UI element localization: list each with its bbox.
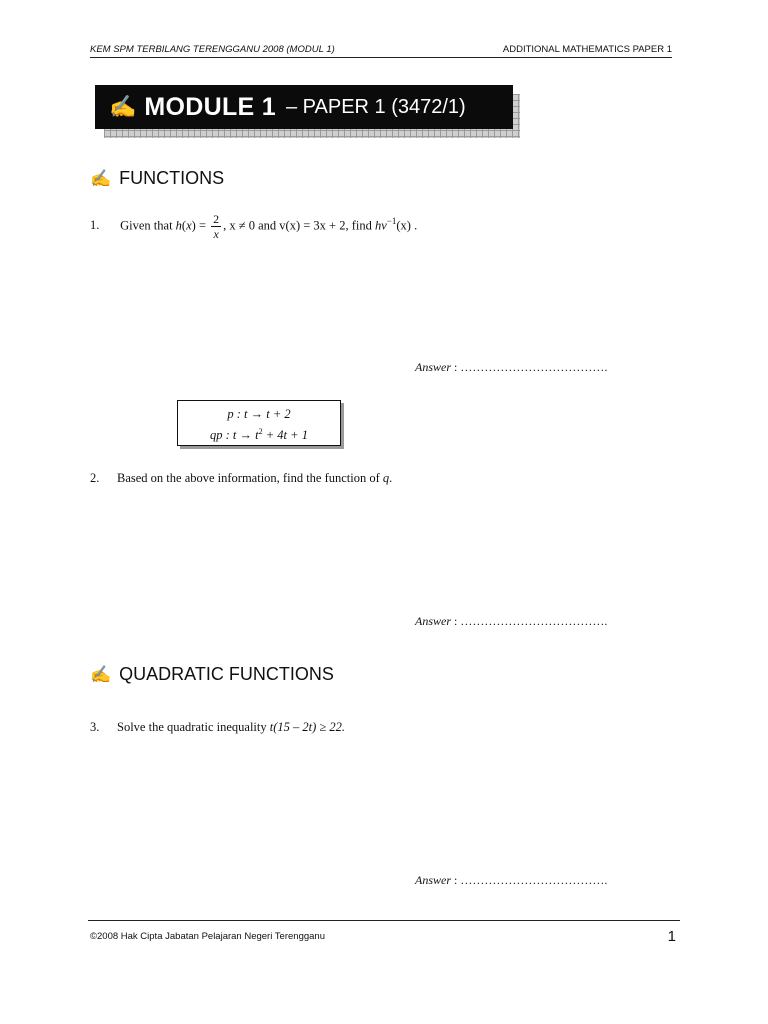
answer-line-3: Answer : ………………………………. [415, 873, 608, 887]
question-2: 2. Based on the above information, find the function of q. [90, 471, 393, 485]
header-right: ADDITIONAL MATHEMATICS PAPER 1 [502, 44, 672, 55]
header-left: KEM SPM TERBILANG TERENGGANU 2008 (MODUL 1) [90, 44, 335, 55]
fraction: $\frac{2}{x}$ [213, 212, 220, 241]
pen-writing-icon: ✍ [90, 664, 112, 684]
answer-line-2: Answer : ………………………………. [415, 614, 608, 628]
section-title: QUADRATIC FUNCTIONS [119, 664, 334, 684]
pen-writing-icon: ✍ [90, 168, 112, 188]
copyright-text: ©2008 Hak Cipta Jabatan Pelajaran Negeri Terengganu [90, 931, 325, 942]
section-quadratic-functions [90, 664, 334, 685]
page-header [90, 44, 672, 58]
info-line-1: p : t → t + 2 [227, 407, 291, 421]
question-number: 2. [90, 471, 100, 485]
pen-writing-icon: ✍ [109, 94, 137, 119]
info-box [177, 400, 341, 446]
section-title: FUNCTIONS [119, 168, 225, 188]
answer-line-1: Answer : ………………………………. [415, 360, 608, 374]
page-footer [88, 920, 680, 945]
page-number: 1 [667, 928, 676, 945]
question-number: 3. [90, 720, 100, 734]
question-3: 3. Solve the quadratic inequality t(15 – 2t) ≥ 22. [90, 720, 345, 734]
paper-title: – PAPER 1 (3472/1) [285, 95, 466, 118]
section-functions [90, 168, 224, 189]
module-banner [95, 85, 513, 129]
question-number: 1. [90, 218, 100, 233]
module-title: MODULE 1 [144, 92, 276, 121]
question-1: 1. Given that h(x) = $\frac{2}{x}$ , x ≠ 0 and v(x) = 3x + 2, find $hv^{-1}(x)$ . [90, 212, 418, 241]
info-line-2: qp : $t \to t^2 + 4t + 1$ [210, 427, 308, 443]
